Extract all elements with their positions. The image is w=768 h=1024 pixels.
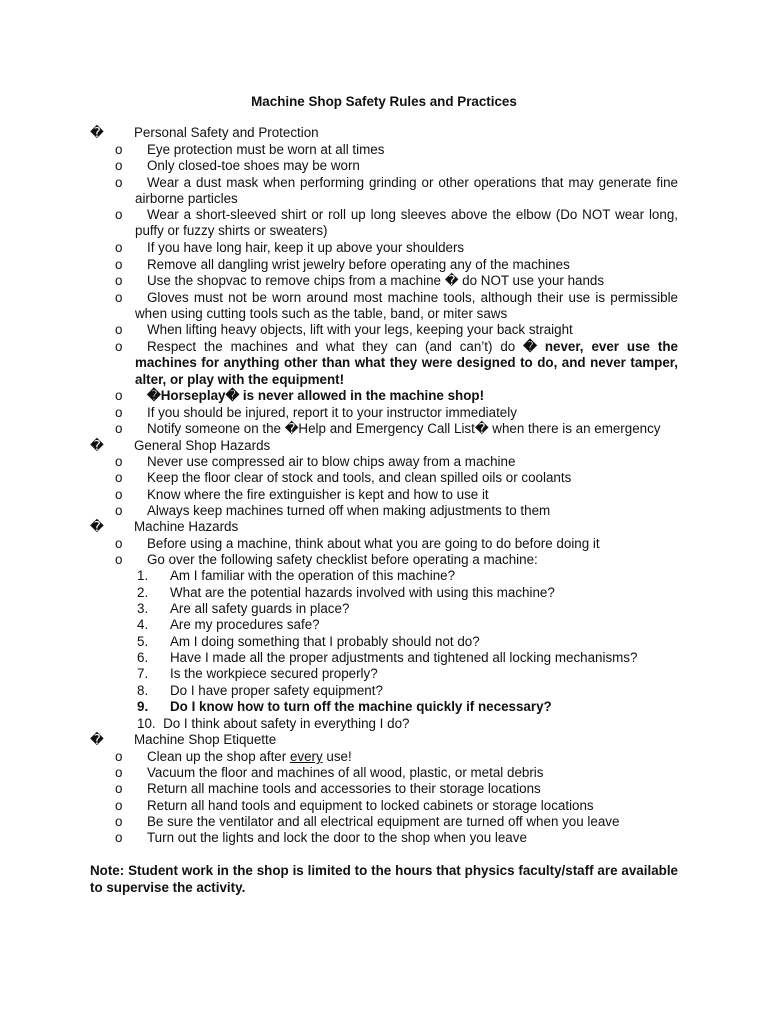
document-page: Machine Shop Safety Rules and Practices � Personal Safety and Protection o Eye protection must be worn at all times o Only closed-toe shoes may be worn o Wear a dust mask when performing grinding or other operations that may generate fine airborne particles o Wear a short-sleeved shirt or roll up long sleeves above the elbow (Do NOT wear long, puffy or fuzzy shirts or sweaters) o If you have long hair, keep it up above your shoulders o Remove all dangling wrist jewelry before operating any of the machines o Use the shopvac to remove chips from a machine � do NOT use your hands o Gloves must not be worn around most machine tools, although their use is permissible when using cutting tools such as the table, band, or miter saws o When lifting heavy objects, lift with your legs, keeping your back straight o Respect the machines and what they can (and can’t) do � never, ever use the machines for anything other than what they were designed to do, and never tamper, alter, or play with the equipment! o �Horseplay� is never allowed in the machine shop! o If you should be injured, report it to your instructor immediately o Notify someone on the �Help and Emergency Call List� when there is an emergency � General Shop Hazards o Never use compressed air to blow chips away from a machine o Keep the floor clear of stock and tools, and clean spilled oils or coolants o Know where the fire extinguisher is kept and how to use it o Always keep machines turned off when making adjustments to them � Machine Hazards o Before using a machine, think about what you are going to do before doing it o Go over the following safety checklist before operating a machine: 1. Am I familiar with the operation of this machine? 2. What are the potential hazards involved with using this machine? 3. Are all safety guards in place? 4. Are my procedures safe? 5. Am I doing something that I probably should not do? 6. Have I made all the proper adjustments and tightened all locking mechanisms? 7. Is the workpiece secured properly? 8. Do I have proper safety equipment? 9. Do I know how to turn off the machine quickly if necessary? 10. Do I think about safety in everything I do? � Machine Shop Etiquette o Clean up the shop after every use! o Vacuum the floor and machines of all wood, plastic, or metal debris o Return all machine tools and accessories to their storage locations o Return all hand tools and equipment to locked cabinets or storage locations o Be sure the ventilator and all electrical equipment are turned off when you leave o Turn out the lights and lock the door to the shop when you leave Note: Student work in the shop is limited to the hours that physics faculty/staff are available to supervise the activity. (0, 0, 768, 1024)
document-title: Machine Shop Safety Rules and Practices (251, 94, 517, 109)
square-bullet-icon: � (90, 732, 104, 747)
square-bullet-icon: � (90, 519, 104, 534)
square-bullet-icon: � (90, 438, 104, 453)
footer-note: Note: Student work in the shop is limited to the hours that physics faculty/staff are available to supervise the activity. (90, 863, 678, 895)
square-bullet-icon: � (90, 125, 104, 140)
